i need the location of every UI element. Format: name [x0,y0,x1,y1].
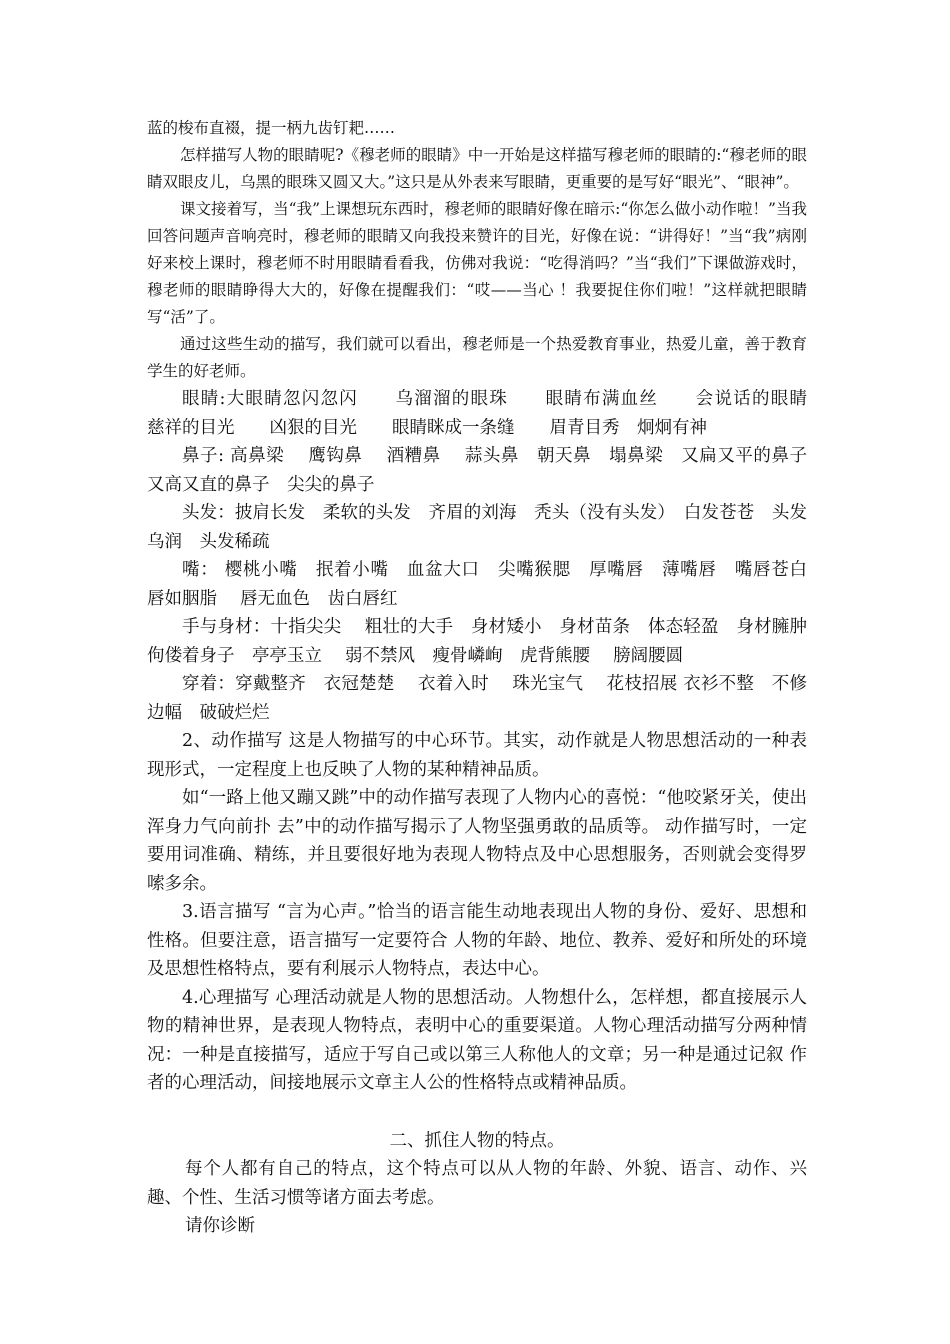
paragraph-action-example: 如“一路上他又蹦又跳”中的动作描写表现了人物内心的喜悦：“他咬紧牙关，使出浑身力气向前扑 去”中的动作描写揭示了人物坚强勇敢的品质等。 动作描写时，一定要用词准确、精练，并且要很好地为表现人物特点及中心思想服务，否则就会变得罗嗦多余。 [147,788,807,894]
paragraph-eye-examples: 课文接着写，当“我”上课想玩东西时，穆老师的眼睛好像在暗示:“你怎么做小动作啦！”当我回答问题声音响亮时，穆老师的眼睛又向我投来赞许的目光，好像在说：“讲得好！”当“我”病刚好来校上课时，穆老师不时用眼睛看看我，仿佛对我说：“吃得消吗？”当“我们”下课做游戏时，穆老师的眼睛睁得大大的，好像在提醒我们：“哎——当心 ！我要捉住你们啦！”这样就把眼睛写“活”了。 [147,200,807,326]
vocab-hands-body: 手与身材：十指尖尖 粗壮的大手 身材矮小 身材苗条 体态轻盈 身材臃肿 佝偻着身子 亭亭玉立 弱不禁风 瘦骨嶙峋 虎背熊腰 膀阔腰圆 [147,617,831,666]
paragraph-eye-intro: 怎样描写人物的眼睛呢?《穆老师的眼睛》中一开始是这样描写穆老师的眼睛的:“穆老师的眼睛双眼皮儿，乌黑的眼珠又圆又大。”这只是从外表来写眼睛，更重要的是写好“眼光”、“眼神”。 [147,146,807,191]
document-body [147,115,842,1241]
paragraph-character-traits: 每个人都有自己的特点，这个特点可以从人物的年龄、外貌、语言、动作、兴趣、个性、生活习惯等诸方面去考虑。 [147,1159,807,1208]
paragraph-action-description: 2、动作描写 这是人物描写的中心环节。其实，动作就是人物思想活动的一种表现形式，一定程度上也反映了人物的某种精神品质。 [147,731,807,780]
vocab-mouth: 嘴： 樱桃小嘴 抿着小嘴 血盆大口 尖嘴猴腮 厚嘴唇 薄嘴唇 嘴唇苍白 唇如胭脂 唇无血色 齿白唇红 [147,560,831,609]
paragraph-eye-conclusion: 通过这些生动的描写，我们就可以看出，穆老师是一个热爱教育事业，热爱儿童，善于教育学生的好老师。 [147,335,807,380]
section-heading: 二、抓住人物的特点。 [389,1130,565,1151]
vocab-hair: 头发：披肩长发 柔软的头发 齐眉的刘海 秃头（没有头发） 白发苍苍 头发乌润 头发稀疏 [147,503,807,552]
vocab-nose: 鼻子: 高鼻梁 鹰钩鼻 酒糟鼻 蒜头鼻 朝天鼻 塌鼻梁 又扁又平的鼻子 又高又直的鼻子 尖尖的鼻子 [147,446,831,495]
paragraph-psychology-description: 4.心理描写 心理活动就是人物的思想活动。人物想什么，怎样想，都直接展示人物的精神世界，是表现人物特点，表明中心的重要渠道。人物心理活动描写分两种情况：一种是直接描写，适应于写自己或以第三人称他人的文章；另一种是通过记叙 作者的心理活动，间接地展示文章主人公的性格特点或精神品质。 [147,987,807,1093]
paragraph-language-description: 3.语言描写 “言为心声。”恰当的语言能生动地表现出人物的身份、爱好、思想和性格。但要注意，语言描写一定要符合 人物的年龄、地位、教养、爱好和所处的环境及思想性格特点，要有利展示人物特点，表达中心。 [147,902,807,979]
vocab-clothing: 穿着：穿戴整齐 衣冠楚楚 衣着入时 珠光宝气 花枝招展 衣衫不整 不修边幅 破破烂烂 [147,674,807,723]
vocab-eyes: 眼睛:大眼睛忽闪忽闪 乌溜溜的眼珠 眼睛布满血丝 会说话的眼睛 慈祥的目光 凶狠的目光 眼睛眯成一条缝 眉青目秀 炯炯有神 [147,389,842,438]
paragraph-costume-fragment: 蓝的梭布直裰，提一柄九齿钉耙…… [147,119,396,137]
paragraph-diagnose-prompt: 请你诊断 [185,1216,255,1236]
